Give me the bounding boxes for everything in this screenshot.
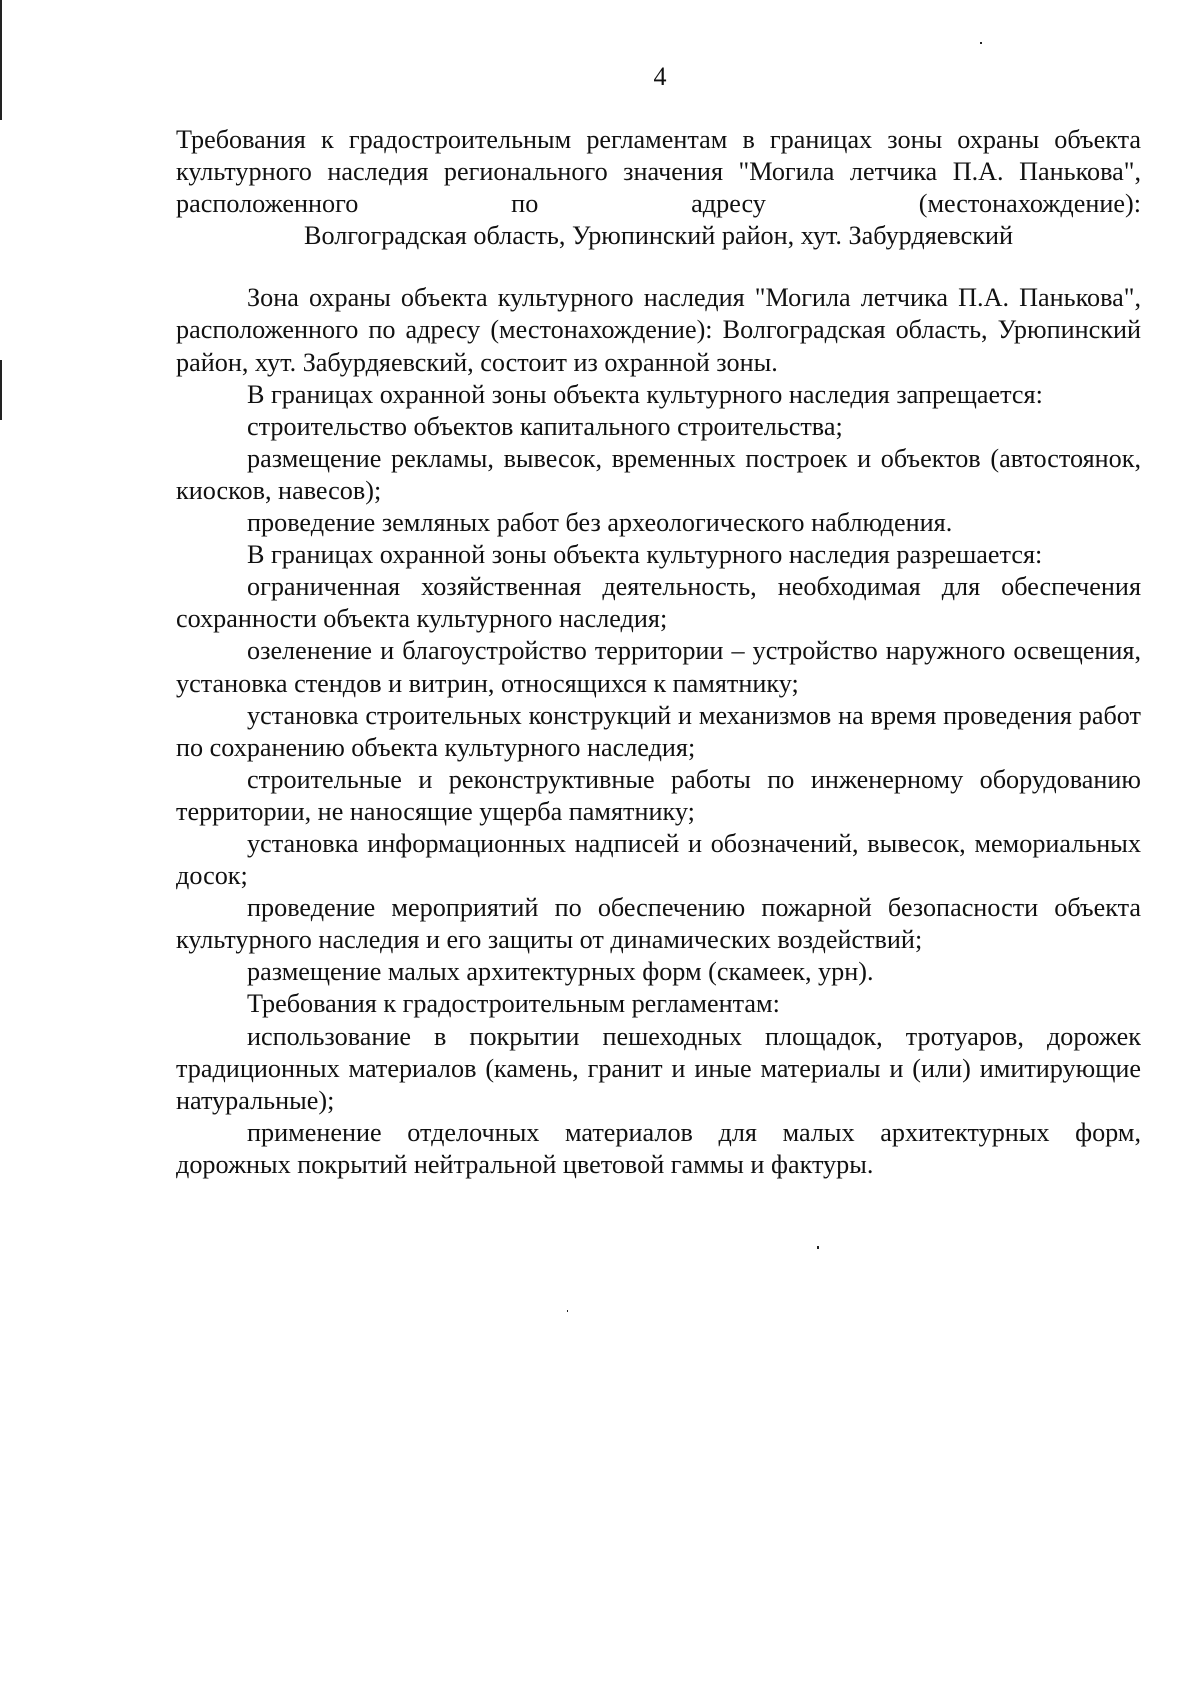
list-item-allowed: строительные и реконструктивные работы по инженерному оборудованию территории, не наносящие ущерба памятнику; (176, 764, 1141, 826)
document-heading (176, 124, 1141, 220)
heading-location: Волгоградская область, Урюпинский район, хут. Забурдяевский (303, 221, 1013, 251)
scan-dot-top-right (980, 42, 982, 44)
paragraph-requirements-intro: Требования к градостроительным регламентам: (247, 989, 780, 1019)
list-item-allowed: ограниченная хозяйственная деятельность, необходимая для обеспечения сохранности объекта культурного наследия; (176, 572, 1141, 634)
list-item-allowed: установка информационных надписей и обозначений, вывесок, мемориальных досок; (176, 828, 1141, 891)
list-item-allowed: озеленение и благоустройство территории – устройство наружного освещения, установка стендов и витрин, относящихся к памятнику; (176, 636, 1141, 698)
document-body (176, 124, 1141, 1181)
scan-dot-bottom (567, 1310, 568, 1312)
list-item-prohibited: размещение рекламы, вывесок, временных построек и объектов (автостоянок, киосков, навесов); (176, 443, 1141, 505)
list-item-requirement: применение отделочных материалов для малых архитектурных форм, дорожных покрытий нейтральной цветовой гаммы и фактуры. (176, 1117, 1141, 1179)
list-item-allowed: размещение малых архитектурных форм (скамеек, урн). (247, 957, 874, 987)
scan-edge-mark-top (0, 0, 2, 120)
heading-spacer (176, 252, 1141, 282)
heading-text: Требования к градостроительным регламентам в границах зоны охраны объекта культурного наследия регионального значения "Могила летчика П.А. Панькова", расположенного по адресу (местонахождение): (176, 125, 1141, 219)
paragraph-zone-composition: Зона охраны объекта культурного наследия "Могила летчика П.А. Панькова", расположенного по адресу (местонахождение): Волгоградская область, Урюпинский район, хут. Забурдяевский, состоит из охранной зоны. (176, 283, 1141, 377)
list-item-allowed: установка строительных конструкций и механизмов на время проведения работ по сохранению объекта культурного наследия; (176, 700, 1141, 762)
list-item-allowed: проведение мероприятий по обеспечению пожарной безопасности объекта культурного наследия и его защиты от динамических воздействий; (176, 893, 1141, 955)
list-item-prohibited: строительство объектов капитального строительства; (247, 411, 843, 441)
list-item-requirement: использование в покрытии пешеходных площадок, тротуаров, дорожек традиционных материалов (камень, гранит и иные материалы и (или) имитирующие натуральные); (176, 1021, 1141, 1115)
paragraph-allowed-intro: В границах охранной зоны объекта культурного наследия разрешается: (247, 540, 1043, 570)
list-item-prohibited: проведение земляных работ без археологического наблюдения. (247, 508, 953, 538)
paragraph-prohibited-intro: В границах охранной зоны объекта культурного наследия запрещается: (247, 379, 1043, 409)
scan-edge-mark-middle (0, 360, 2, 420)
scan-dot-lower (817, 1246, 819, 1249)
page-number: 4 (653, 62, 667, 91)
